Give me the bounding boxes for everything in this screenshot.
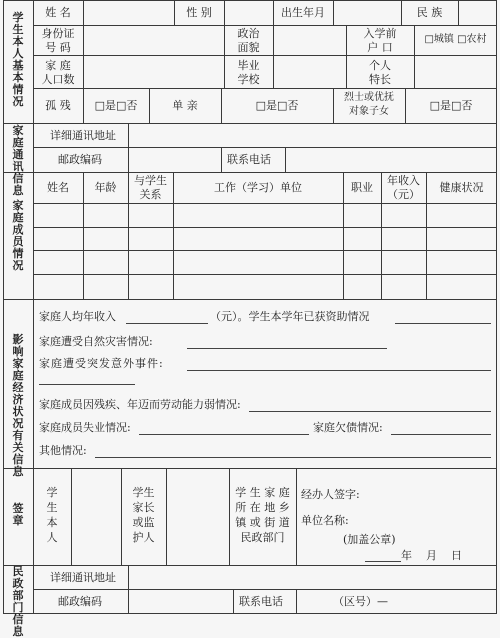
other-blank[interactable] xyxy=(95,457,491,458)
civil-area-code: （区号）— xyxy=(333,595,388,608)
id-label-line1: 身份证 xyxy=(41,27,75,40)
section-title-student: 学生本人基本情况 xyxy=(12,11,24,108)
accident-blank[interactable] xyxy=(187,370,491,371)
martyr-label-line1: 烈士或优抚 xyxy=(344,92,394,103)
members-header-age: 年龄 xyxy=(94,181,117,194)
members-header-name: 姓名 xyxy=(47,181,69,194)
political-label-line1: 政治 xyxy=(237,27,260,40)
border-right xyxy=(496,0,497,614)
sign-parent-label: 学生 家长 或监 护人 xyxy=(132,486,155,544)
martyr-label-line2: 对象子女 xyxy=(349,106,389,117)
official-seal-note: (加盖公章) xyxy=(343,533,396,546)
handler-signature-label: 经办人签字: xyxy=(301,488,360,501)
ethnicity-label: 民 族 xyxy=(416,6,443,19)
school-label-line2: 学校 xyxy=(237,73,260,86)
id-label-line2: 号 码 xyxy=(45,41,71,54)
accident-blank-2[interactable] xyxy=(39,384,135,385)
contact-address-label: 详细通讯地址 xyxy=(50,129,116,142)
martyr-options[interactable]: □是□否 xyxy=(429,99,473,112)
section-title-contact: 家庭通讯信息 xyxy=(12,124,24,197)
income-blank[interactable] xyxy=(126,323,208,324)
single-parent-options[interactable]: □是□否 xyxy=(255,99,299,112)
sign-student-label: 学 生 本 人 xyxy=(46,486,58,544)
disaster-blank[interactable] xyxy=(187,348,387,349)
economy-income-prefix: 家庭人均年收入 xyxy=(39,310,116,323)
talent-label-line1: 个人 xyxy=(369,59,391,72)
economy-illness-label: 家庭成员因残疾、年迈而劳动能力弱情况: xyxy=(39,398,241,411)
year-blank[interactable] xyxy=(365,561,401,562)
section-title-civil: 民政部门信息 xyxy=(12,565,24,638)
border-top xyxy=(3,0,497,1)
date-label: 年 月 日 xyxy=(401,549,462,562)
members-header-work: 工作（学习）单位 xyxy=(214,181,302,194)
border-left xyxy=(3,0,4,614)
section-title-signature: 签章 xyxy=(12,502,24,527)
section-title-members: 家庭成员情况 xyxy=(12,199,24,272)
economy-debt-label: 家庭欠债情况: xyxy=(313,421,383,434)
sign-civil-dept-label: 学 生 家 庭 所 在 地 乡 镇 或 街 道 民政部门 xyxy=(235,486,290,544)
unemployment-blank[interactable] xyxy=(139,434,309,435)
economy-income-unit: （元）。学生本学年已获资助情况 xyxy=(210,310,370,323)
name-label: 姓 名 xyxy=(45,6,71,19)
contact-phone-label: 联系电话 xyxy=(227,153,271,166)
economy-unemployment-label: 家庭成员失业情况: xyxy=(39,421,131,434)
political-label-line2: 面貌 xyxy=(237,41,260,54)
orphan-options[interactable]: □是□否 xyxy=(94,99,138,112)
members-header-income-line1: 年收入 xyxy=(387,174,420,187)
family-financial-survey-form xyxy=(3,0,497,638)
economy-accident-label: 家庭遭受突发意外事件: xyxy=(39,357,164,370)
debt-blank[interactable] xyxy=(391,434,491,435)
school-label-line1: 毕业 xyxy=(237,59,260,72)
gender-label: 性 别 xyxy=(186,6,212,19)
household-label-line2: 人口数 xyxy=(41,73,75,86)
orphan-label: 孤 残 xyxy=(45,99,71,112)
economy-disaster-label: 家庭遭受自然灾害情况: xyxy=(39,335,153,348)
talent-label-line2: 特长 xyxy=(369,73,391,86)
household-label-line1: 家 庭 xyxy=(45,59,71,72)
members-header-relation-line2: 关系 xyxy=(139,188,162,201)
hukou-label-line2: 户 口 xyxy=(367,41,393,54)
members-header-income-line2: （元） xyxy=(387,188,420,201)
illness-blank[interactable] xyxy=(249,411,491,412)
section-title-economy: 影响家庭经济状况有关信息 xyxy=(12,333,24,478)
members-header-relation-line1: 与学生 xyxy=(134,174,167,187)
aid-blank[interactable] xyxy=(395,323,491,324)
civil-postcode-label: 邮政编码 xyxy=(58,595,102,608)
members-header-health: 健康状况 xyxy=(439,181,484,194)
economy-other-label: 其他情况: xyxy=(39,444,87,457)
contact-postcode-label: 邮政编码 xyxy=(58,153,102,166)
single-parent-label: 单 亲 xyxy=(172,99,198,112)
birth-label: 出生年月 xyxy=(281,6,325,19)
border-bottom xyxy=(3,613,497,614)
civil-address-label: 详细通讯地址 xyxy=(50,571,116,584)
hukou-options[interactable]: □城镇 □农村 xyxy=(424,34,487,45)
hukou-label-line1: 入学前 xyxy=(363,27,397,40)
unit-name-label: 单位名称: xyxy=(301,514,349,527)
members-header-job: 职业 xyxy=(351,181,373,194)
civil-phone-label: 联系电话 xyxy=(239,595,283,608)
